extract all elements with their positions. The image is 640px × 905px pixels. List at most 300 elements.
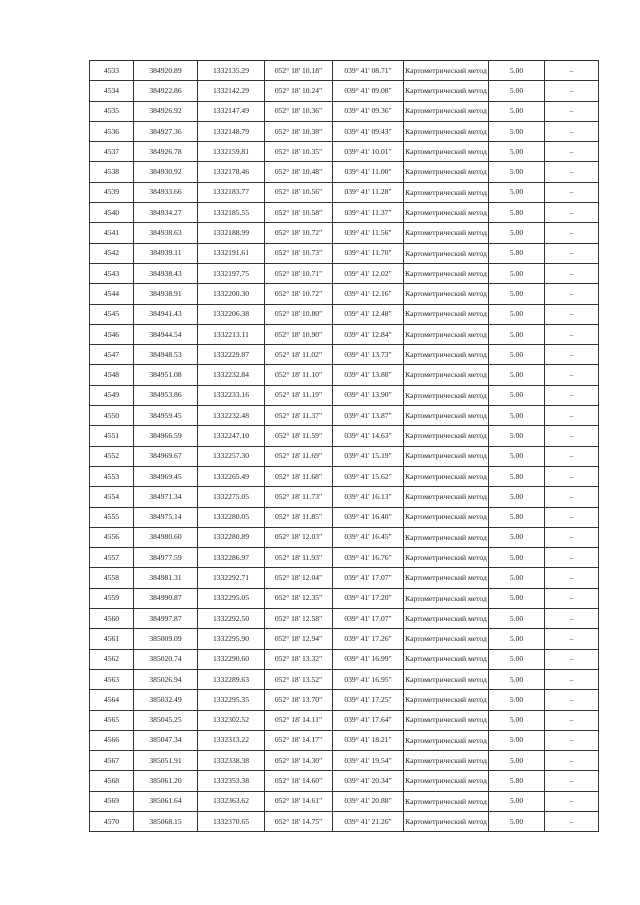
- table-row: [90, 771, 599, 791]
- accuracy-cell: 5.00: [489, 345, 545, 365]
- table-row: [90, 304, 599, 324]
- table-row: [90, 365, 599, 385]
- accuracy-cell: 5.00: [489, 203, 545, 223]
- latitude-cell: 052° 18' 10.90": [265, 324, 333, 344]
- point-number-cell: 4547: [90, 345, 134, 365]
- table-row: [90, 466, 599, 486]
- method-cell: Картометрический метод: [404, 710, 489, 730]
- longitude-cell: 039° 41' 21.26": [333, 811, 404, 831]
- x-coordinate-cell: 384953.86: [134, 385, 198, 405]
- accuracy-cell: 5.00: [489, 548, 545, 568]
- y-coordinate-cell: 1332257.30: [198, 446, 265, 466]
- description-cell: –: [545, 588, 599, 608]
- y-coordinate-cell: 1332280.89: [198, 527, 265, 547]
- point-number-cell: 4543: [90, 263, 134, 283]
- latitude-cell: 052° 18' 10.35": [265, 142, 333, 162]
- y-coordinate-cell: 1332370.65: [198, 811, 265, 831]
- y-coordinate-cell: 1332185.55: [198, 203, 265, 223]
- accuracy-cell: 5.00: [489, 263, 545, 283]
- y-coordinate-cell: 1332159.81: [198, 142, 265, 162]
- accuracy-cell: 5.00: [489, 182, 545, 202]
- latitude-cell: 052° 18' 12.03": [265, 527, 333, 547]
- accuracy-cell: 5.00: [489, 811, 545, 831]
- latitude-cell: 052° 18' 12.94": [265, 629, 333, 649]
- y-coordinate-cell: 1332142.29: [198, 81, 265, 101]
- longitude-cell: 039° 41' 19.54": [333, 751, 404, 771]
- table-row: [90, 223, 599, 243]
- description-cell: –: [545, 446, 599, 466]
- table-row: [90, 385, 599, 405]
- longitude-cell: 039° 41' 12.02": [333, 263, 404, 283]
- accuracy-cell: 5.00: [489, 223, 545, 243]
- description-cell: –: [545, 406, 599, 426]
- accuracy-cell: 5.00: [489, 61, 545, 81]
- accuracy-cell: 5.00: [489, 771, 545, 791]
- accuracy-cell: 5.00: [489, 568, 545, 588]
- x-coordinate-cell: 384990.87: [134, 588, 198, 608]
- longitude-cell: 039° 41' 11.37": [333, 203, 404, 223]
- description-cell: –: [545, 730, 599, 750]
- x-coordinate-cell: 384980.60: [134, 527, 198, 547]
- description-cell: –: [545, 121, 599, 141]
- x-coordinate-cell: 384959.45: [134, 406, 198, 426]
- latitude-cell: 052° 18' 14.60": [265, 771, 333, 791]
- table-row: [90, 203, 599, 223]
- method-cell: Картометрический метод: [404, 507, 489, 527]
- accuracy-cell: 5.00: [489, 426, 545, 446]
- table-row: [90, 791, 599, 811]
- longitude-cell: 039° 41' 16.99": [333, 649, 404, 669]
- longitude-cell: 039° 41' 16.95": [333, 669, 404, 689]
- longitude-cell: 039° 41' 16.40": [333, 507, 404, 527]
- accuracy-cell: 5.00: [489, 649, 545, 669]
- accuracy-cell: 5.00: [489, 284, 545, 304]
- method-cell: Картометрический метод: [404, 365, 489, 385]
- latitude-cell: 052° 18' 11.69": [265, 446, 333, 466]
- x-coordinate-cell: 384941.43: [134, 304, 198, 324]
- latitude-cell: 052° 18' 11.59": [265, 426, 333, 446]
- longitude-cell: 039° 41' 15.19": [333, 446, 404, 466]
- y-coordinate-cell: 1332135.29: [198, 61, 265, 81]
- description-cell: –: [545, 365, 599, 385]
- longitude-cell: 039° 41' 17.64": [333, 710, 404, 730]
- latitude-cell: 052° 18' 11.93": [265, 548, 333, 568]
- point-number-cell: 4563: [90, 669, 134, 689]
- y-coordinate-cell: 1332265.49: [198, 466, 265, 486]
- table-row: [90, 588, 599, 608]
- accuracy-cell: 5.00: [489, 406, 545, 426]
- x-coordinate-cell: 385047.34: [134, 730, 198, 750]
- description-cell: –: [545, 304, 599, 324]
- y-coordinate-cell: 1332313.22: [198, 730, 265, 750]
- point-number-cell: 4538: [90, 162, 134, 182]
- latitude-cell: 052° 18' 10.72": [265, 284, 333, 304]
- longitude-cell: 039° 41' 17.07": [333, 609, 404, 629]
- y-coordinate-cell: 1332338.38: [198, 751, 265, 771]
- x-coordinate-cell: 385061.64: [134, 791, 198, 811]
- longitude-cell: 039° 41' 17.25": [333, 690, 404, 710]
- table-row: [90, 142, 599, 162]
- accuracy-cell: 5.00: [489, 385, 545, 405]
- point-number-cell: 4550: [90, 406, 134, 426]
- method-cell: Картометрический метод: [404, 527, 489, 547]
- x-coordinate-cell: 384969.45: [134, 466, 198, 486]
- longitude-cell: 039° 41' 13.90": [333, 385, 404, 405]
- accuracy-cell: 5.00: [489, 669, 545, 689]
- y-coordinate-cell: 1332290.60: [198, 649, 265, 669]
- y-coordinate-cell: 1332188.99: [198, 223, 265, 243]
- table-row: [90, 669, 599, 689]
- x-coordinate-cell: 385020.74: [134, 649, 198, 669]
- y-coordinate-cell: 1332213.11: [198, 324, 265, 344]
- longitude-cell: 039° 41' 09.43": [333, 121, 404, 141]
- method-cell: Картометрический метод: [404, 588, 489, 608]
- longitude-cell: 039° 41' 09.36": [333, 101, 404, 121]
- point-number-cell: 4559: [90, 588, 134, 608]
- method-cell: Картометрический метод: [404, 345, 489, 365]
- description-cell: –: [545, 690, 599, 710]
- point-number-cell: 4562: [90, 649, 134, 669]
- table-row: [90, 609, 599, 629]
- longitude-cell: 039° 41' 16.76": [333, 548, 404, 568]
- longitude-cell: 039° 41' 11.28": [333, 182, 404, 202]
- point-number-cell: 4565: [90, 710, 134, 730]
- accuracy-cell: 5.00: [489, 629, 545, 649]
- latitude-cell: 052° 18' 14.11": [265, 710, 333, 730]
- accuracy-cell: 5.00: [489, 487, 545, 507]
- method-cell: Картометрический метод: [404, 61, 489, 81]
- accuracy-cell: 5.00: [489, 710, 545, 730]
- description-cell: –: [545, 649, 599, 669]
- x-coordinate-cell: 384927.36: [134, 121, 198, 141]
- y-coordinate-cell: 1332275.05: [198, 487, 265, 507]
- latitude-cell: 052° 18' 13.52": [265, 669, 333, 689]
- coordinates-table: [89, 60, 599, 832]
- latitude-cell: 052° 18' 11.37": [265, 406, 333, 426]
- latitude-cell: 052° 18' 13.70": [265, 690, 333, 710]
- description-cell: –: [545, 487, 599, 507]
- table-row: [90, 406, 599, 426]
- table-row: [90, 751, 599, 771]
- y-coordinate-cell: 1332232.48: [198, 406, 265, 426]
- y-coordinate-cell: 1332147.49: [198, 101, 265, 121]
- point-number-cell: 4536: [90, 121, 134, 141]
- y-coordinate-cell: 1332302.52: [198, 710, 265, 730]
- table-row: [90, 446, 599, 466]
- y-coordinate-cell: 1332232.84: [198, 365, 265, 385]
- y-coordinate-cell: 1332363.62: [198, 791, 265, 811]
- latitude-cell: 052° 18' 10.71": [265, 263, 333, 283]
- y-coordinate-cell: 1332197.75: [198, 263, 265, 283]
- y-coordinate-cell: 1332183.77: [198, 182, 265, 202]
- accuracy-cell: 5.00: [489, 751, 545, 771]
- x-coordinate-cell: 384971.34: [134, 487, 198, 507]
- method-cell: Картометрический метод: [404, 629, 489, 649]
- point-number-cell: 4551: [90, 426, 134, 446]
- point-number-cell: 4540: [90, 203, 134, 223]
- method-cell: Картометрический метод: [404, 304, 489, 324]
- point-number-cell: 4556: [90, 527, 134, 547]
- x-coordinate-cell: 384926.78: [134, 142, 198, 162]
- method-cell: Картометрический метод: [404, 203, 489, 223]
- table-row: [90, 527, 599, 547]
- latitude-cell: 052° 18' 10.58": [265, 203, 333, 223]
- point-number-cell: 4539: [90, 182, 134, 202]
- table-row: [90, 263, 599, 283]
- method-cell: Картометрический метод: [404, 487, 489, 507]
- description-cell: –: [545, 466, 599, 486]
- x-coordinate-cell: 385051.91: [134, 751, 198, 771]
- x-coordinate-cell: 385061.20: [134, 771, 198, 791]
- point-number-cell: 4545: [90, 304, 134, 324]
- x-coordinate-cell: 384939.11: [134, 243, 198, 263]
- y-coordinate-cell: 1332200.30: [198, 284, 265, 304]
- method-cell: Картометрический метод: [404, 223, 489, 243]
- longitude-cell: 039° 41' 17.26": [333, 629, 404, 649]
- description-cell: –: [545, 507, 599, 527]
- x-coordinate-cell: 384922.86: [134, 81, 198, 101]
- accuracy-cell: 5.00: [489, 142, 545, 162]
- longitude-cell: 039° 41' 20.88": [333, 791, 404, 811]
- description-cell: –: [545, 548, 599, 568]
- method-cell: Картометрический метод: [404, 669, 489, 689]
- table-row: [90, 690, 599, 710]
- accuracy-cell: 5.00: [489, 304, 545, 324]
- description-cell: –: [545, 527, 599, 547]
- method-cell: Картометрический метод: [404, 284, 489, 304]
- latitude-cell: 052° 18' 10.48": [265, 162, 333, 182]
- y-coordinate-cell: 1332280.05: [198, 507, 265, 527]
- y-coordinate-cell: 1332292.71: [198, 568, 265, 588]
- method-cell: Картометрический метод: [404, 446, 489, 466]
- accuracy-cell: 5.00: [489, 791, 545, 811]
- description-cell: –: [545, 568, 599, 588]
- description-cell: –: [545, 811, 599, 831]
- method-cell: Картометрический метод: [404, 690, 489, 710]
- latitude-cell: 052° 18' 13.32": [265, 649, 333, 669]
- y-coordinate-cell: 1332233.16: [198, 385, 265, 405]
- point-number-cell: 4553: [90, 466, 134, 486]
- method-cell: Картометрический метод: [404, 406, 489, 426]
- description-cell: –: [545, 61, 599, 81]
- description-cell: –: [545, 385, 599, 405]
- longitude-cell: 039° 41' 17.20": [333, 588, 404, 608]
- method-cell: Картометрический метод: [404, 81, 489, 101]
- longitude-cell: 039° 41' 12.48": [333, 304, 404, 324]
- point-number-cell: 4569: [90, 791, 134, 811]
- description-cell: –: [545, 751, 599, 771]
- accuracy-cell: 5.00: [489, 507, 545, 527]
- table-row: [90, 182, 599, 202]
- point-number-cell: 4555: [90, 507, 134, 527]
- method-cell: Картометрический метод: [404, 142, 489, 162]
- point-number-cell: 4548: [90, 365, 134, 385]
- description-cell: –: [545, 324, 599, 344]
- latitude-cell: 052° 18' 11.19": [265, 385, 333, 405]
- table-row: [90, 548, 599, 568]
- table-row: [90, 243, 599, 263]
- description-cell: –: [545, 203, 599, 223]
- description-cell: –: [545, 284, 599, 304]
- latitude-cell: 052° 18' 11.02": [265, 345, 333, 365]
- accuracy-cell: 5.00: [489, 365, 545, 385]
- latitude-cell: 052° 18' 11.85": [265, 507, 333, 527]
- latitude-cell: 052° 18' 14.30": [265, 751, 333, 771]
- y-coordinate-cell: 1332295.35: [198, 690, 265, 710]
- y-coordinate-cell: 1332191.61: [198, 243, 265, 263]
- method-cell: Картометрический метод: [404, 791, 489, 811]
- table-row: [90, 101, 599, 121]
- latitude-cell: 052° 18' 14.75": [265, 811, 333, 831]
- y-coordinate-cell: 1332295.05: [198, 588, 265, 608]
- y-coordinate-cell: 1332148.79: [198, 121, 265, 141]
- method-cell: Картометрический метод: [404, 568, 489, 588]
- description-cell: –: [545, 263, 599, 283]
- description-cell: –: [545, 182, 599, 202]
- method-cell: Картометрический метод: [404, 426, 489, 446]
- description-cell: –: [545, 669, 599, 689]
- point-number-cell: 4560: [90, 609, 134, 629]
- coordinates-table-body: [90, 61, 599, 832]
- point-number-cell: 4537: [90, 142, 134, 162]
- table-row: [90, 487, 599, 507]
- accuracy-cell: 5.00: [489, 609, 545, 629]
- method-cell: Картометрический метод: [404, 730, 489, 750]
- table-row: [90, 730, 599, 750]
- x-coordinate-cell: 384938.43: [134, 263, 198, 283]
- longitude-cell: 039° 41' 13.88": [333, 365, 404, 385]
- method-cell: Картометрический метод: [404, 385, 489, 405]
- longitude-cell: 039° 41' 18.21": [333, 730, 404, 750]
- latitude-cell: 052° 18' 10.18": [265, 61, 333, 81]
- method-cell: Картометрический метод: [404, 771, 489, 791]
- table-row: [90, 284, 599, 304]
- latitude-cell: 052° 18' 10.56": [265, 182, 333, 202]
- accuracy-cell: 5.00: [489, 527, 545, 547]
- description-cell: –: [545, 81, 599, 101]
- point-number-cell: 4549: [90, 385, 134, 405]
- y-coordinate-cell: 1332229.87: [198, 345, 265, 365]
- x-coordinate-cell: 385009.09: [134, 629, 198, 649]
- description-cell: –: [545, 426, 599, 446]
- description-cell: –: [545, 345, 599, 365]
- point-number-cell: 4533: [90, 61, 134, 81]
- longitude-cell: 039° 41' 17.07": [333, 568, 404, 588]
- table-row: [90, 61, 599, 81]
- y-coordinate-cell: 1332289.63: [198, 669, 265, 689]
- x-coordinate-cell: 384920.89: [134, 61, 198, 81]
- y-coordinate-cell: 1332206.38: [198, 304, 265, 324]
- y-coordinate-cell: 1332247.10: [198, 426, 265, 446]
- method-cell: Картометрический метод: [404, 121, 489, 141]
- table-row: [90, 811, 599, 831]
- longitude-cell: 039° 41' 12.84": [333, 324, 404, 344]
- latitude-cell: 052° 18' 14.17": [265, 730, 333, 750]
- point-number-cell: 4568: [90, 771, 134, 791]
- table-row: [90, 345, 599, 365]
- x-coordinate-cell: 384969.67: [134, 446, 198, 466]
- longitude-cell: 039° 41' 20.34": [333, 771, 404, 791]
- x-coordinate-cell: 384975.14: [134, 507, 198, 527]
- x-coordinate-cell: 385026.94: [134, 669, 198, 689]
- table-row: [90, 649, 599, 669]
- longitude-cell: 039° 41' 13.73": [333, 345, 404, 365]
- point-number-cell: 4552: [90, 446, 134, 466]
- x-coordinate-cell: 384981.31: [134, 568, 198, 588]
- x-coordinate-cell: 385032.49: [134, 690, 198, 710]
- latitude-cell: 052° 18' 10.38": [265, 121, 333, 141]
- y-coordinate-cell: 1332353.38: [198, 771, 265, 791]
- description-cell: –: [545, 791, 599, 811]
- table-row: [90, 324, 599, 344]
- point-number-cell: 4541: [90, 223, 134, 243]
- longitude-cell: 039° 41' 13.87": [333, 406, 404, 426]
- accuracy-cell: 5.00: [489, 730, 545, 750]
- description-cell: –: [545, 771, 599, 791]
- point-number-cell: 4564: [90, 690, 134, 710]
- x-coordinate-cell: 384926.92: [134, 101, 198, 121]
- accuracy-cell: 5.00: [489, 162, 545, 182]
- longitude-cell: 039° 41' 10.01": [333, 142, 404, 162]
- description-cell: –: [545, 710, 599, 730]
- table-row: [90, 121, 599, 141]
- x-coordinate-cell: 384938.91: [134, 284, 198, 304]
- accuracy-cell: 5.00: [489, 466, 545, 486]
- point-number-cell: 4561: [90, 629, 134, 649]
- table-row: [90, 507, 599, 527]
- x-coordinate-cell: 384944.54: [134, 324, 198, 344]
- x-coordinate-cell: 384977.59: [134, 548, 198, 568]
- longitude-cell: 039° 41' 16.13": [333, 487, 404, 507]
- method-cell: Картометрический метод: [404, 324, 489, 344]
- description-cell: –: [545, 101, 599, 121]
- table-row: [90, 162, 599, 182]
- longitude-cell: 039° 41' 12.16": [333, 284, 404, 304]
- method-cell: Картометрический метод: [404, 548, 489, 568]
- point-number-cell: 4535: [90, 101, 134, 121]
- method-cell: Картометрический метод: [404, 263, 489, 283]
- longitude-cell: 039° 41' 11.70": [333, 243, 404, 263]
- description-cell: –: [545, 162, 599, 182]
- point-number-cell: 4557: [90, 548, 134, 568]
- accuracy-cell: 5.00: [489, 121, 545, 141]
- method-cell: Картометрический метод: [404, 649, 489, 669]
- accuracy-cell: 5.00: [489, 81, 545, 101]
- latitude-cell: 052° 18' 11.10": [265, 365, 333, 385]
- table-row: [90, 426, 599, 446]
- y-coordinate-cell: 1332286.97: [198, 548, 265, 568]
- method-cell: Картометрический метод: [404, 162, 489, 182]
- point-number-cell: 4534: [90, 81, 134, 101]
- x-coordinate-cell: 384938.63: [134, 223, 198, 243]
- x-coordinate-cell: 384951.08: [134, 365, 198, 385]
- method-cell: Картометрический метод: [404, 101, 489, 121]
- x-coordinate-cell: 384933.66: [134, 182, 198, 202]
- description-cell: –: [545, 243, 599, 263]
- method-cell: Картометрический метод: [404, 182, 489, 202]
- latitude-cell: 052° 18' 10.80": [265, 304, 333, 324]
- x-coordinate-cell: 384934.27: [134, 203, 198, 223]
- point-number-cell: 4570: [90, 811, 134, 831]
- x-coordinate-cell: 385068.15: [134, 811, 198, 831]
- description-cell: –: [545, 609, 599, 629]
- description-cell: –: [545, 223, 599, 243]
- latitude-cell: 052° 18' 10.72": [265, 223, 333, 243]
- description-cell: –: [545, 142, 599, 162]
- point-number-cell: 4566: [90, 730, 134, 750]
- point-number-cell: 4546: [90, 324, 134, 344]
- accuracy-cell: 5.00: [489, 690, 545, 710]
